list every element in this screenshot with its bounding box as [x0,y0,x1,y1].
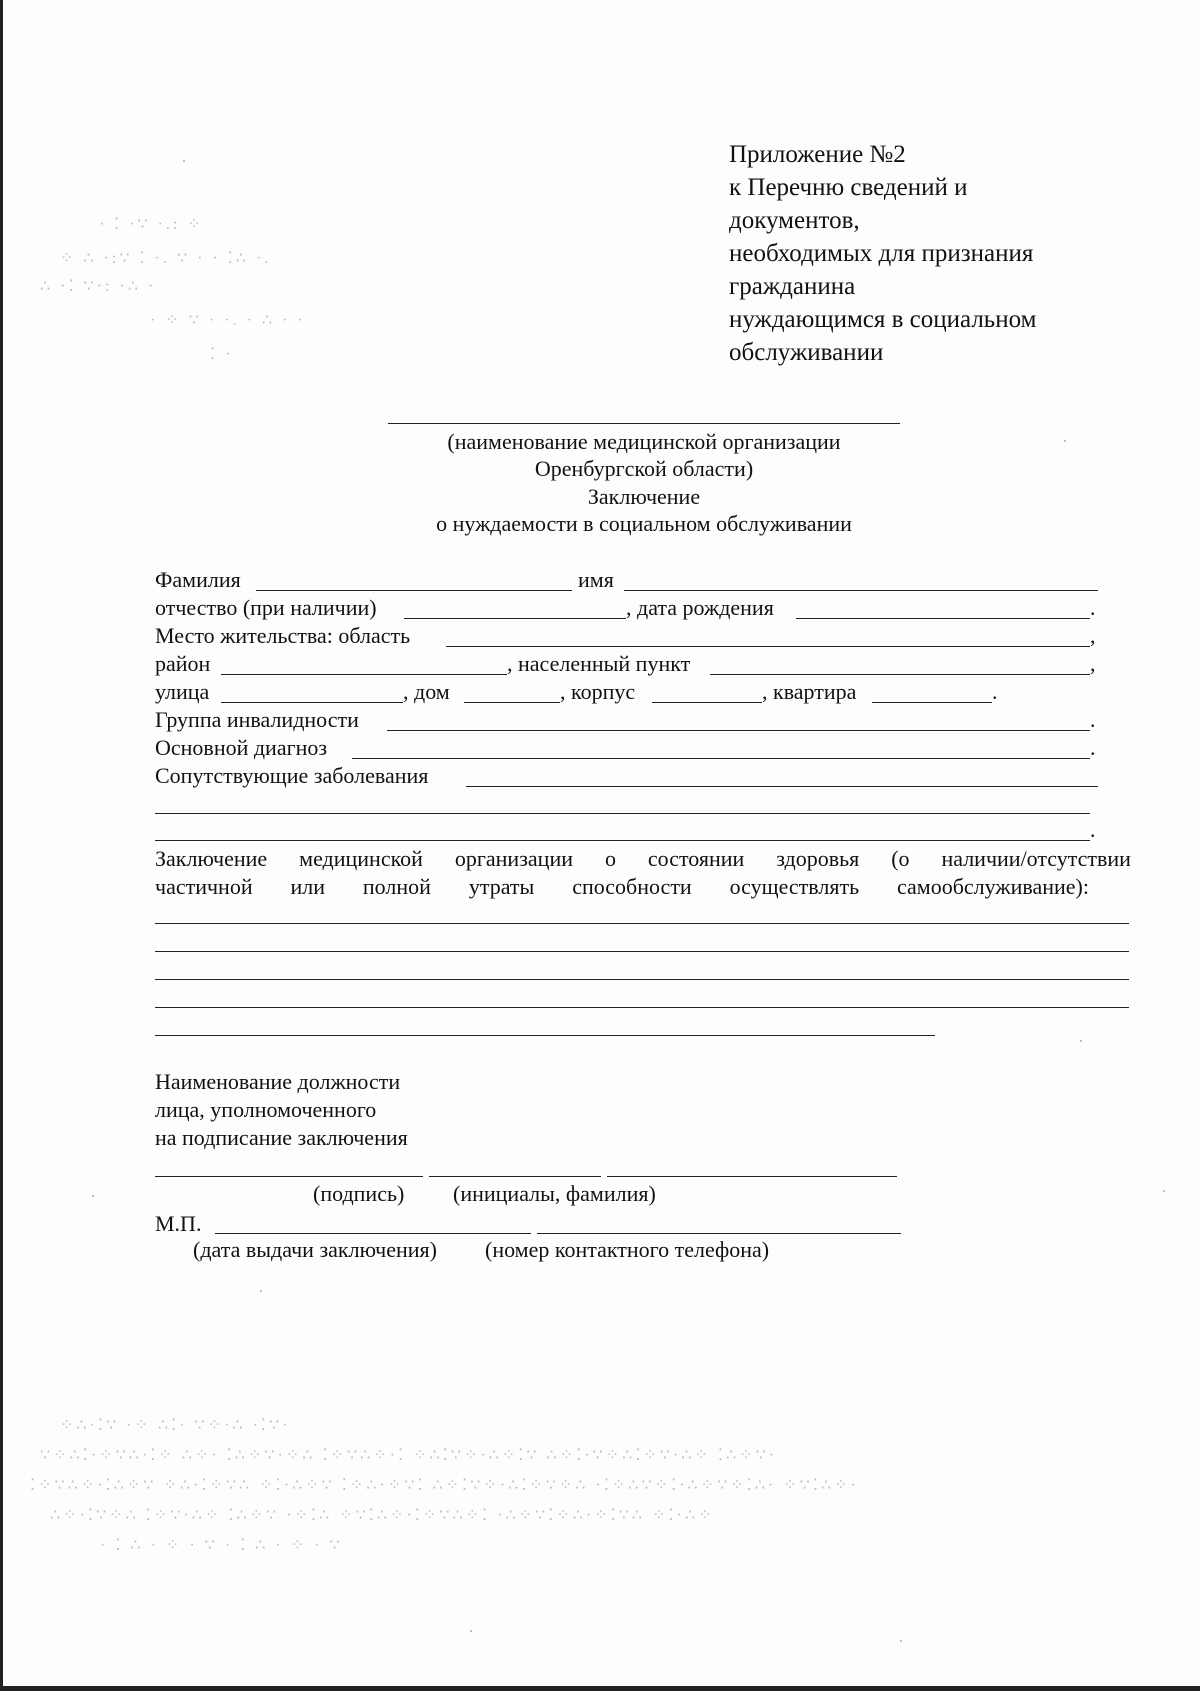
conclusion-field-line[interactable] [155,979,1129,980]
scan-speck [260,1290,262,1292]
word: способности [572,874,692,899]
document-title: Заключение [587,484,701,509]
word: полной [362,874,431,899]
signature-caption: (подпись) [313,1181,405,1206]
apartment-label: , квартира [762,679,857,704]
org-caption-region: Оренбургской области) [534,456,754,481]
locality-label: , населенный пункт [507,651,691,676]
scan-noise: ⁚ · [210,346,234,363]
name-field[interactable] [624,590,1098,591]
stamp-label: М.П. [155,1211,202,1236]
disability-group-label: Группа инвалидности [155,707,359,732]
word: о [604,846,616,871]
appendix-line: обслуживании [729,339,884,366]
name-label: имя [578,567,614,592]
word: состоянии [647,846,745,871]
scan-speck [470,1630,472,1632]
issue-date-caption: (дата выдачи заключения) [193,1237,437,1262]
punctuation: . [1090,735,1096,760]
word: осуществлять [729,874,860,899]
word: или [290,874,326,899]
street-field[interactable] [221,702,403,703]
word: частичной [155,874,253,899]
scan-noise-band [0,1395,1200,1565]
appendix-line: Приложение №2 [729,141,906,168]
punctuation: . [1090,707,1096,732]
word: наличии/отсутствии [941,846,1131,871]
scan-speck [1080,1040,1082,1042]
appendix-line: к Перечню сведений и [729,174,968,201]
main-diagnosis-label: Основной диагноз [155,735,328,760]
scan-speck [1163,1190,1165,1192]
scan-noise: ⁚⁘∵∴⁘·⁚∴⁘∵ ⁘∴·⁚⁘∵∴ ⁘⁚·∴⁘∵ ⁚⁘∴·⁘∵⁚ ∴⁘⁚∵⁘·∴⁚⁘∵⁘∴ ·⁚⁘∴∵⁘⁚·∴⁘∵⁘⁚∴· ⁘∵⁚∴⁘· [30,1477,859,1494]
issue-date-field[interactable] [215,1233,531,1234]
patronymic-field[interactable] [404,618,626,619]
word: самообслуживание): [897,874,1089,899]
org-name-line[interactable] [388,423,900,424]
birth-date-label: , дата рождения [626,595,774,620]
scan-speck [92,1195,94,1197]
phone-field[interactable] [537,1233,901,1234]
org-caption: (наименование медицинской организации [447,429,841,454]
building-field[interactable] [652,702,762,703]
scan-noise: ∵⁘∴⁚·⁘∵∴·⁚⁘ ∴⁘· ⁚∴⁘∵·⁘∴ ⁚⁘∵∴⁘·⁚ ⁘∴⁚∵⁘·∴⁘⁚∵ ∴⁘⁚·∵⁘∴⁚⁘∵·∴⁘ ⁚∴⁘∵· [40,1447,778,1464]
punctuation: . [992,679,998,704]
conclusion-text-line2 [155,874,1089,900]
conclusion-field-line[interactable] [155,1035,935,1036]
initials-field[interactable] [607,1176,897,1177]
punctuation: , [1090,623,1096,648]
scan-speck [1064,440,1066,442]
scan-noise: ∙ ⁚ ·∵ ·.: ⁘ [100,216,204,233]
scan-noise: ∴⁘·⁚∵⁘∴ ⁚⁘∵·∴⁘ ⁚∴⁘∵ ·⁘⁚∴ ⁘∵⁚∴⁘·⁚⁘∵∴⁘⁚ ·∴⁘∵⁚⁘∴·⁘⁚∵∴ ⁘⁚·∴⁘ [50,1507,715,1524]
phone-caption: (номер контактного телефона) [485,1237,770,1262]
conclusion-text-line1 [155,846,1131,872]
initials-caption: (инициалы, фамилия) [453,1181,656,1206]
patronymic-label: отчество (при наличии) [155,595,377,620]
house-field[interactable] [464,702,560,703]
main-diagnosis-field[interactable] [352,758,1090,759]
punctuation: . [1090,595,1096,620]
conclusion-field-line[interactable] [155,951,1129,952]
position-field[interactable] [155,1176,423,1177]
district-field[interactable] [221,674,507,675]
apartment-field[interactable] [872,702,992,703]
position-label: Наименование должности [155,1069,401,1094]
scan-noise: · ⁘ ∵ · ·. · ∴ · · [150,312,306,329]
position-label: лица, уполномоченного [155,1097,377,1122]
appendix-line: документов, [729,207,860,234]
word: организации [454,846,573,871]
disability-group-field[interactable] [387,730,1090,731]
scan-noise: ⁘∴·⁚∵ ·⁘ ∴⁚· ∵⁘·∴ ·⁚∵· [60,1417,291,1434]
comorbidities-field-line[interactable] [155,813,1090,814]
locality-field[interactable] [710,674,1090,675]
scan-speck [900,1640,902,1642]
word: утраты [468,874,535,899]
word: здоровья [776,846,860,871]
region-field[interactable] [446,646,1090,647]
comorbidities-label: Сопутствующие заболевания [155,763,429,788]
signature-field[interactable] [429,1176,601,1177]
appendix-line: нуждающимся в социальном [729,306,1037,333]
word: (о [891,846,910,871]
word: медицинской [299,846,423,871]
conclusion-field-line[interactable] [155,1007,1129,1008]
appendix-header [729,138,1036,369]
position-label: на подписание заключения [155,1125,408,1150]
region-label: Место жительства: область [155,623,411,648]
scan-noise: ∴ ·⁚ ∵·: ·∴ · [40,278,157,295]
building-label: , корпус [560,679,636,704]
district-label: район [155,651,211,676]
punctuation: . [1090,817,1096,842]
house-label: , дом [403,679,450,704]
appendix-line: необходимых для признания [729,240,1034,267]
conclusion-field-line[interactable] [155,923,1129,924]
appendix-line: гражданина [729,273,856,300]
word: Заключение [155,846,268,871]
comorbidities-field[interactable] [466,786,1098,787]
scan-speck [183,160,185,162]
scan-noise: · ⁚ ∴ · ⁘ · ∵ · ⁚ ∴ · ⁘ · ∵ [100,1537,343,1554]
scan-noise: ⁘ ∴ ·:∵ ⁚ ·. ∵ · · ⁚∴ ·. [60,250,272,267]
scan-bottom-edge [0,1686,1200,1691]
surname-label: Фамилия [155,567,241,592]
birth-date-field[interactable] [796,618,1090,619]
comorbidities-field-line[interactable] [155,840,1090,841]
document-subtitle: о нуждаемости в социальном обслуживании [436,511,852,536]
street-label: улица [155,679,210,704]
punctuation: , [1090,651,1096,676]
surname-field[interactable] [256,590,572,591]
